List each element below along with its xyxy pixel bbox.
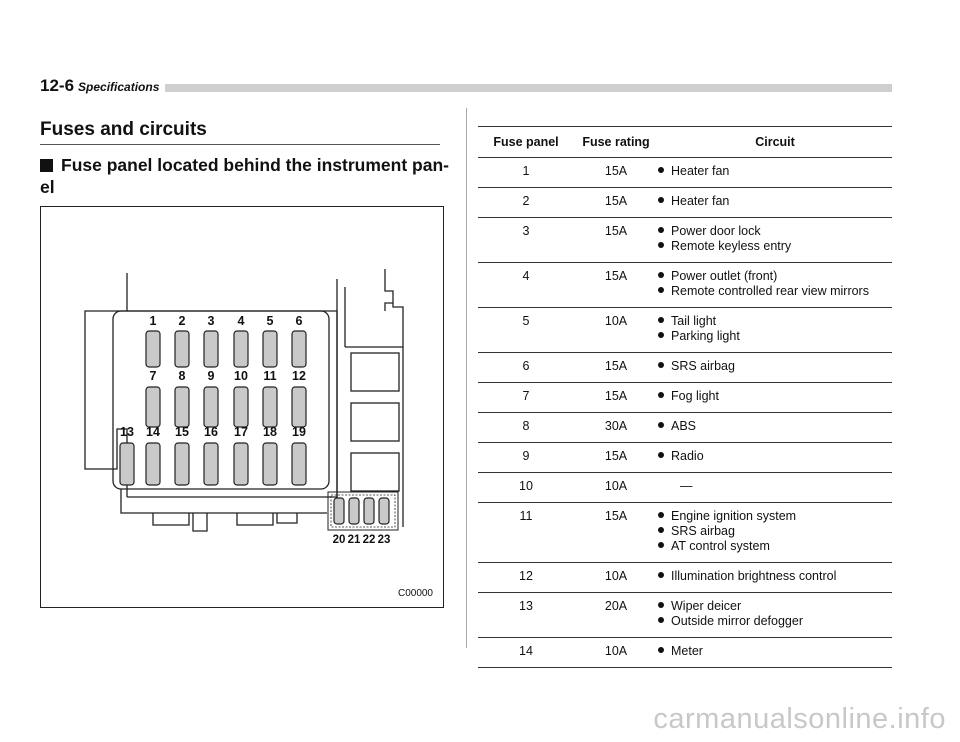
fuse-number: 8: [478, 413, 574, 443]
watermark: carmanualsonline.info: [653, 703, 946, 735]
fuse-number: 14: [478, 638, 574, 668]
circuit-text: Heater fan: [671, 194, 730, 208]
figure-code: C00000: [397, 588, 433, 599]
relay-top-connector: [385, 269, 403, 347]
square-bullet-icon: [40, 159, 53, 172]
fuse-number: 1: [478, 158, 574, 188]
page-header: [40, 76, 165, 97]
relay-1: [351, 353, 399, 391]
fuse-rating: 15A: [574, 263, 658, 308]
fuse-19: [292, 443, 306, 485]
fuse-label-23: 23: [377, 534, 391, 546]
fuse-label-5: 5: [266, 314, 274, 328]
table-row: [478, 308, 892, 353]
circuit-text: Remote controlled rear view mirrors: [671, 284, 869, 298]
fuse-label-14: 14: [146, 425, 160, 439]
fuse-circuits: [658, 188, 892, 218]
bullet-icon: [658, 647, 664, 653]
fuse-number: 10: [478, 473, 574, 503]
fuse-1: [146, 331, 160, 367]
fuse-circuits: [658, 263, 892, 308]
fuse-circuits: [658, 308, 892, 353]
fuse-rating: 15A: [574, 188, 658, 218]
fuse-label-1: 1: [149, 314, 157, 328]
circuit-text: Remote keyless entry: [671, 239, 792, 253]
fuse-rating: 15A: [574, 158, 658, 188]
fuse-circuits: [658, 638, 892, 668]
fuse-rating: 15A: [574, 443, 658, 473]
fuse-number: 5: [478, 308, 574, 353]
fuse-23: [379, 498, 389, 524]
section-name: Specifications: [78, 80, 160, 94]
circuit-text: SRS airbag: [671, 524, 735, 538]
fuse-18: [263, 443, 277, 485]
bullet-icon: [658, 512, 664, 518]
fuse-number: 11: [478, 503, 574, 563]
circuit-item: [658, 284, 892, 299]
fuse-12: [292, 387, 306, 427]
fuse-label-17: 17: [234, 425, 248, 439]
fuse-rating: 10A: [574, 638, 658, 668]
bullet-icon: [658, 227, 664, 233]
fuse-label-20: 20: [332, 534, 346, 546]
fuse-number: 9: [478, 443, 574, 473]
fuse-15: [175, 443, 189, 485]
fuse-circuits: [658, 158, 892, 188]
bullet-icon: [658, 617, 664, 623]
bottom-tab-4: [277, 513, 297, 523]
fuse-rating: 20A: [574, 593, 658, 638]
circuit-text: Wiper deicer: [671, 599, 742, 613]
fuse-label-9: 9: [207, 369, 215, 383]
table-row: [478, 563, 892, 593]
bullet-icon: [658, 197, 664, 203]
fuse-number: 4: [478, 263, 574, 308]
fuse-4: [234, 331, 248, 367]
fuse-circuits: [658, 473, 892, 503]
subheading: [40, 154, 450, 198]
circuit-item: [658, 329, 892, 344]
bullet-icon: [658, 332, 664, 338]
relay-3: [351, 453, 399, 491]
circuit-item: [658, 194, 892, 209]
fuse-panel-figure: [40, 206, 444, 608]
table-row: [478, 263, 892, 308]
circuit-text: ABS: [671, 419, 697, 433]
circuit-item: [658, 269, 892, 284]
fuse-circuits: [658, 218, 892, 263]
fuse-circuits: [658, 413, 892, 443]
section-title: Fuses and circuits: [40, 119, 207, 140]
fuse-17: [234, 443, 248, 485]
circuit-item: [658, 599, 892, 614]
circuit-text: Power door lock: [671, 224, 761, 238]
table-row: [478, 383, 892, 413]
fuse-16: [204, 443, 218, 485]
fuse-panel-diagram: [41, 207, 443, 607]
fuse-circuits: [658, 503, 892, 563]
bottom-tab-2: [193, 513, 207, 531]
panel-skirt: [121, 489, 327, 513]
table-row: [478, 158, 892, 188]
bullet-icon: [658, 452, 664, 458]
fuse-label-22: 22: [362, 534, 376, 546]
bullet-icon: [658, 527, 664, 533]
fuse-10: [234, 387, 248, 427]
fuse-label-18: 18: [263, 425, 277, 439]
table-row: [478, 638, 892, 668]
circuit-text: AT control system: [671, 539, 770, 553]
header-circuit: Circuit: [658, 127, 892, 158]
fuse-label-21: 21: [347, 534, 361, 546]
fuse-8: [175, 387, 189, 427]
circuit-item: [658, 419, 892, 434]
bullet-icon: [658, 317, 664, 323]
fuse-9: [204, 387, 218, 427]
fuse-circuits: [658, 353, 892, 383]
circuit-item: [658, 314, 892, 329]
fuse-label-19: 19: [292, 425, 306, 439]
bottom-tab-1: [153, 513, 189, 525]
fuse-label-12: 12: [292, 369, 306, 383]
fuse-circuits: [658, 443, 892, 473]
header-fuse-panel: Fuse panel: [478, 127, 574, 158]
table-row: [478, 218, 892, 263]
fuse-label-15: 15: [175, 425, 189, 439]
bullet-icon: [658, 602, 664, 608]
bullet-icon: [658, 572, 664, 578]
fuse-number: 7: [478, 383, 574, 413]
fuse-number: 2: [478, 188, 574, 218]
table-row: [478, 188, 892, 218]
fuse-number: 13: [478, 593, 574, 638]
circuit-text: Fog light: [671, 389, 719, 403]
fuse-label-13: 13: [120, 425, 134, 439]
header-fuse-rating: Fuse rating: [574, 127, 658, 158]
fuse-label-10: 10: [234, 369, 248, 383]
fuse-rating: 10A: [574, 563, 658, 593]
fuse-label-6: 6: [295, 314, 303, 328]
fuse-table: [478, 126, 892, 668]
fuse-20: [334, 498, 344, 524]
no-circuit-dash: —: [680, 479, 693, 493]
fuse-label-11: 11: [263, 369, 277, 383]
circuit-text: Meter: [671, 644, 703, 658]
subheading-text: Fuse panel located behind the instrument pan-el: [40, 155, 449, 197]
circuit-text: Tail light: [671, 314, 717, 328]
table-row: [478, 413, 892, 443]
fuse-6: [292, 331, 306, 367]
circuit-item: [658, 239, 892, 254]
circuit-item: [658, 569, 892, 584]
fuse-rating: 15A: [574, 218, 658, 263]
circuit-text: Parking light: [671, 329, 740, 343]
fuse-number: 6: [478, 353, 574, 383]
circuit-item: [658, 359, 892, 374]
fuse-7: [146, 387, 160, 427]
fuse-circuits: [658, 563, 892, 593]
header-bar: [40, 84, 892, 92]
circuit-text: Engine ignition system: [671, 509, 797, 523]
circuit-item: [658, 224, 892, 239]
bullet-icon: [658, 167, 664, 173]
fuse-rating: 15A: [574, 353, 658, 383]
bullet-icon: [658, 272, 664, 278]
fuse-rating: 10A: [574, 308, 658, 353]
title-rule: [40, 144, 440, 145]
circuit-item: [658, 164, 892, 179]
circuit-item: [658, 509, 892, 524]
fuse-22: [364, 498, 374, 524]
circuit-text: Radio: [671, 449, 704, 463]
table-header-row: [478, 127, 892, 158]
fuse-13: [120, 443, 134, 485]
fuse-rating: 30A: [574, 413, 658, 443]
circuit-text: SRS airbag: [671, 359, 735, 373]
fuse-label-16: 16: [204, 425, 218, 439]
circuit-text: Heater fan: [671, 164, 730, 178]
circuit-text: Illumination brightness control: [671, 569, 837, 583]
fuse-circuits: [658, 383, 892, 413]
bullet-icon: [658, 242, 664, 248]
circuit-item: [658, 539, 892, 554]
fuse-2: [175, 331, 189, 367]
bullet-icon: [658, 542, 664, 548]
fuse-number: 12: [478, 563, 574, 593]
circuit-text: Outside mirror defogger: [671, 614, 804, 628]
bullet-icon: [658, 362, 664, 368]
table-row: [478, 503, 892, 563]
fuse-circuits: [658, 593, 892, 638]
table-row: [478, 473, 892, 503]
fuse-label-4: 4: [237, 314, 245, 328]
circuit-item: [658, 524, 892, 539]
fuse-5: [263, 331, 277, 367]
fuse-label-8: 8: [178, 369, 186, 383]
fuse-14: [146, 443, 160, 485]
fuse-label-7: 7: [149, 369, 157, 383]
fuse-rating: 15A: [574, 383, 658, 413]
table-row: [478, 353, 892, 383]
fuse-rating: 15A: [574, 503, 658, 563]
table-row: [478, 443, 892, 473]
fuse-21: [349, 498, 359, 524]
fuse-3: [204, 331, 218, 367]
page-number: 12-6: [40, 76, 75, 95]
bullet-icon: [658, 392, 664, 398]
circuit-item: [658, 389, 892, 404]
fuse-label-2: 2: [178, 314, 186, 328]
column-divider: [466, 108, 467, 648]
circuit-item: [658, 614, 892, 629]
fuse-11: [263, 387, 277, 427]
fuse-rating: 10A: [574, 473, 658, 503]
circuit-text: Power outlet (front): [671, 269, 778, 283]
bottom-tab-3: [237, 513, 273, 525]
table-row: [478, 593, 892, 638]
fuse-label-3: 3: [207, 314, 215, 328]
circuit-item: [658, 449, 892, 464]
fuse-number: 3: [478, 218, 574, 263]
bullet-icon: [658, 287, 664, 293]
relay-2: [351, 403, 399, 441]
bullet-icon: [658, 422, 664, 428]
circuit-item: [658, 644, 892, 659]
